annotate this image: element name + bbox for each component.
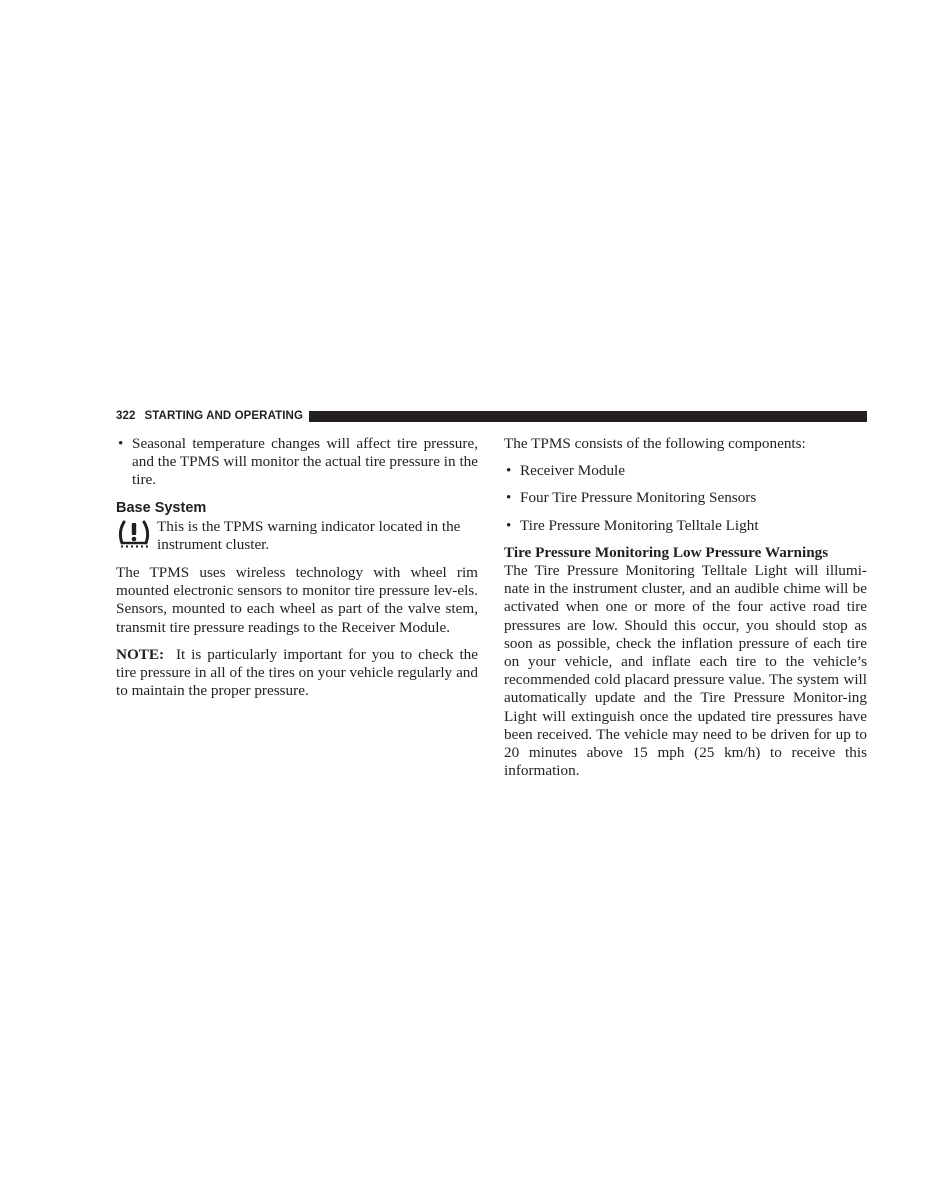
component-label: Tire Pressure Monitoring Telltale Light <box>520 516 759 534</box>
paragraph-tpms-technology: The TPMS uses wireless technology with wheel rim mounted electronic sensors to monitor tire pressure lev-els. Sensors, mounted to each wheel as part of the valve stem, transmit tire pressure readings to the Receiver Module. <box>116 564 478 636</box>
right-column <box>504 435 867 780</box>
components-intro: The TPMS consists of the following components: <box>504 435 806 452</box>
bullet-item-seasonal-temperature <box>116 435 478 490</box>
note-paragraph <box>116 646 478 701</box>
left-column <box>116 435 478 700</box>
bullet-dot: • <box>118 435 124 452</box>
section-heading-base-system: Base System <box>116 499 207 516</box>
tpms-indicator-row <box>116 518 478 554</box>
note-label: NOTE: <box>116 645 165 663</box>
paragraph-low-pressure-warnings: The Tire Pressure Monitoring Telltale Light will illumi-nate in the instrument cluster, and an audible chime will be activated when one or more of the four active road tire pressures are low. Should this occur, you should stop as soon as possible, check the inflation pressure of each tire on your vehicle, and inflate each tire to the vehicle’s recommended cold placard pressure value. The system will automatically update and the Tire Pressure Monitor-ing Light will extinguish once the updated tire pressures have been received. The vehicle may need to be driven for up to 20 minutes above 15 mph (25 km/h) to receive this information. <box>504 562 867 780</box>
component-item-receiver-module <box>504 462 867 480</box>
bullet-text: Seasonal temperature changes will affect tire pressure, and the TPMS will monitor the actual tire pressure in the tire. <box>132 435 478 489</box>
note-text: It is particularly important for you to check the tire pressure in all of the tires on your vehicle regularly and to maintain the proper pressure. <box>116 645 479 700</box>
bullet-dot: • <box>506 489 512 507</box>
component-item-sensors <box>504 489 867 507</box>
component-label: Receiver Module <box>520 462 626 480</box>
page-number: 322 <box>116 410 136 422</box>
component-item-telltale-light <box>504 517 867 535</box>
tpms-warning-icon <box>116 518 152 552</box>
page-header <box>116 409 867 423</box>
bullet-dot: • <box>506 462 512 480</box>
section-heading-low-pressure-warnings: Tire Pressure Monitoring Low Pressure Warnings <box>504 543 829 561</box>
component-label: Four Tire Pressure Monitoring Sensors <box>520 489 757 507</box>
bullet-dot: • <box>506 516 512 534</box>
header-text <box>116 409 303 423</box>
header-rule-bar <box>309 411 867 422</box>
section-title: STARTING AND OPERATING <box>144 410 304 422</box>
tpms-indicator-caption: This is the TPMS warning indicator located in the instrument cluster. <box>157 517 461 553</box>
